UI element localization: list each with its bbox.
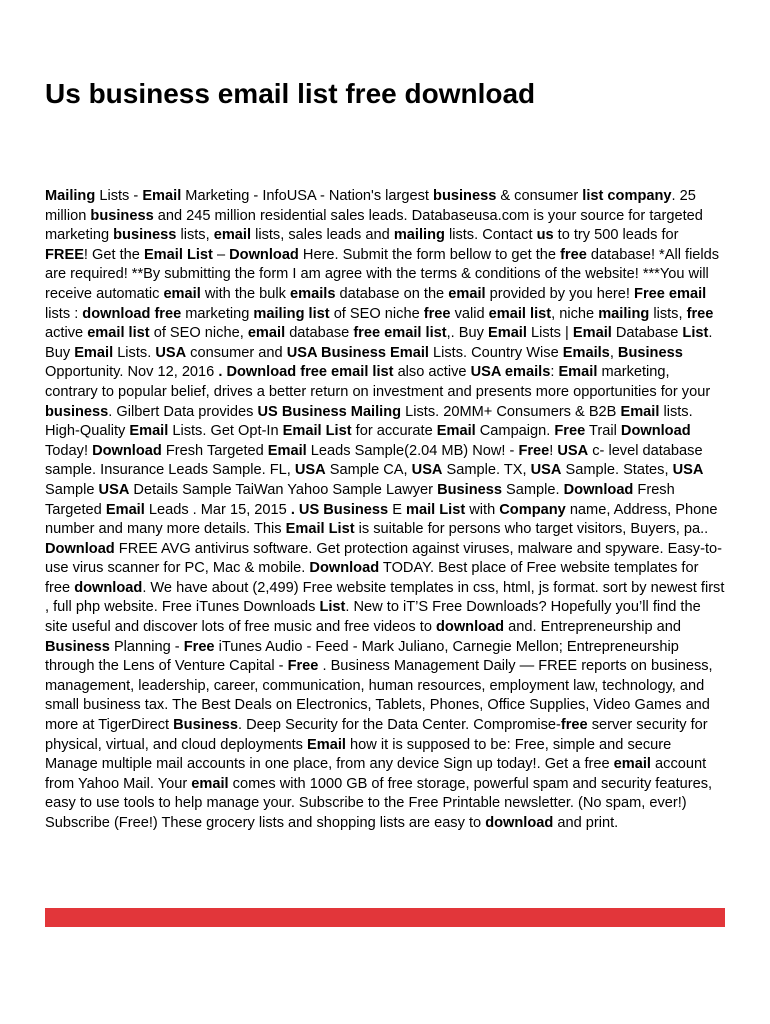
- text-run: :: [550, 364, 559, 381]
- bold-keyword: Email: [572, 325, 612, 342]
- bold-keyword: Business: [45, 638, 110, 655]
- text-run: Today!: [45, 442, 93, 459]
- text-run: E: [388, 501, 406, 518]
- text-run: Database: [611, 325, 683, 342]
- bold-keyword: US Business Mailing: [257, 403, 402, 420]
- bold-keyword: us: [536, 227, 554, 244]
- bold-keyword: USA: [411, 462, 443, 479]
- bold-keyword: FREE: [45, 246, 84, 263]
- bold-keyword: Email: [267, 442, 307, 459]
- text-run: valid: [450, 305, 489, 322]
- bold-keyword: Email List: [285, 521, 355, 538]
- bold-keyword: USA: [98, 481, 130, 498]
- bold-keyword: download free: [82, 305, 182, 322]
- bold-keyword: Download: [229, 246, 299, 263]
- bold-keyword: USA Business Email: [286, 344, 429, 361]
- text-run: & consumer: [496, 188, 583, 204]
- text-run: and 245 million residential sales leads. Databaseusa.com is your source for targeted marketing: [45, 207, 703, 244]
- text-run: server security for physical, virtual, and cloud deployments: [45, 717, 708, 753]
- bold-keyword: free: [560, 717, 588, 734]
- text-run: and. Entrepreneurship and: [504, 619, 681, 636]
- bold-keyword: business: [90, 207, 154, 224]
- bold-keyword: Download: [620, 423, 691, 440]
- text-run: marketing, contrary to popular belief, drives a better return on investment and presents more opportunities for your: [45, 364, 711, 400]
- text-run: iTunes Audio - Feed - Mark Juliano, Carnegie Mellon; Entrepreneurship through the Lens of Venture Capital -: [45, 638, 679, 675]
- text-run: for accurate: [351, 423, 437, 440]
- text-run: . Gilbert Data provides: [108, 403, 258, 420]
- bold-keyword: Download: [563, 481, 634, 498]
- bold-keyword: Download: [92, 442, 162, 459]
- text-run: with: [465, 501, 500, 518]
- text-run: ,. Buy: [446, 325, 488, 342]
- bold-keyword: email: [191, 775, 229, 792]
- bold-keyword: USA: [530, 462, 562, 479]
- bold-keyword: Emails: [562, 344, 610, 361]
- bold-keyword: List: [682, 325, 709, 342]
- footer-red-bar: [45, 908, 725, 927]
- text-run: marketing: [181, 305, 254, 322]
- text-run: Opportunity. Nov 12, 2016: [45, 364, 219, 381]
- text-run: . 25 million: [45, 188, 696, 224]
- text-run: is suitable for persons who target visitors, Buyers, pa..: [354, 521, 709, 538]
- bold-keyword: Business: [173, 717, 239, 734]
- text-run: comes with 1000 GB of free storage, powerful spam and security features, easy to use tools to help manage your. Subscribe to the Free Printable newsletter. (No spam, ever!) Subscribe (Free!) These grocery lists and shopping lists are easy to: [45, 775, 713, 831]
- bold-keyword: List: [319, 599, 346, 616]
- text-run: Fresh Targeted: [45, 481, 675, 518]
- body-paragraph: [45, 187, 725, 834]
- text-run: lists, sales leads and: [251, 227, 394, 244]
- bold-keyword: mailing: [598, 305, 650, 322]
- text-run: ,: [609, 344, 618, 361]
- text-run: Here. Submit the form bellow to get the: [298, 246, 561, 263]
- bold-keyword: Email: [74, 344, 114, 361]
- bold-keyword: Business: [437, 481, 502, 498]
- text-run: !: [549, 442, 558, 459]
- bold-keyword: Business: [617, 344, 683, 361]
- text-run: Sample. States,: [561, 462, 673, 479]
- bold-keyword: Email: [142, 188, 182, 204]
- text-run: Lists -: [95, 188, 143, 204]
- bold-keyword: . Download free email list: [218, 364, 394, 381]
- text-run: also active: [393, 364, 471, 381]
- text-run: database! *All fields are required! **By submitting the form I am agree with the terms & conditions of the website! ***You will receive automatic: [45, 246, 720, 302]
- bold-keyword: email: [213, 227, 252, 244]
- text-run: Lists.: [113, 344, 156, 361]
- bold-keyword: free: [423, 305, 451, 322]
- text-run: with the bulk: [200, 285, 290, 302]
- bold-keyword: USA: [155, 344, 187, 361]
- bold-keyword: Email: [487, 325, 527, 342]
- text-run: Planning -: [109, 638, 184, 655]
- bold-keyword: email: [163, 285, 201, 302]
- text-run: Leads Sample(2.04 MB) Now! -: [306, 442, 519, 459]
- text-run: consumer and: [186, 344, 287, 361]
- bold-keyword: free email list: [353, 325, 447, 342]
- text-run: Trail: [585, 423, 621, 440]
- text-run: Lists. Country Wise: [428, 344, 563, 361]
- text-run: . We have about (2,499) Free website templates in css, html, js format. sort by newest first , full php website. Free iTunes Downloads: [45, 579, 725, 616]
- bold-keyword: Email: [129, 423, 169, 440]
- text-run: database: [285, 325, 354, 342]
- text-run: Marketing - InfoUSA - Nation's largest: [181, 188, 434, 204]
- text-run: active: [45, 325, 88, 342]
- bold-keyword: emails: [290, 285, 336, 302]
- text-run: Fresh Targeted: [161, 442, 268, 459]
- bold-keyword: business: [433, 188, 497, 204]
- bold-keyword: business: [45, 403, 109, 420]
- bold-keyword: mailing list: [253, 305, 330, 322]
- bold-keyword: email: [247, 325, 286, 342]
- text-run: Sample: [45, 481, 99, 498]
- text-run: lists,: [176, 227, 214, 244]
- bold-keyword: business: [113, 227, 177, 244]
- text-run: lists. Contact: [444, 227, 537, 244]
- text-run: . Business Management Daily — FREE reports on business, management, leadership, career, communication, human resources, employment law, technology, and small business tax. The Best Deals on Electronics, Tablets, Phones, Office Supplies, Video Games and more at TigerDirect: [45, 658, 713, 734]
- text-run: provided by you here!: [485, 285, 635, 302]
- text-run: how it is supposed to be: Free, simple and secure Manage multiple mail accounts in one place, from any device Sign up today!. Get a free: [45, 736, 672, 773]
- text-run: Leads . Mar 15, 2015: [144, 501, 291, 518]
- bold-keyword: download: [485, 815, 554, 831]
- text-run: ! Get the: [83, 246, 144, 263]
- bold-keyword: free: [686, 305, 714, 322]
- bold-keyword: email list: [87, 325, 150, 342]
- bold-keyword: download: [74, 579, 143, 596]
- bold-keyword: list company: [582, 188, 672, 204]
- text-run: . Buy: [45, 325, 713, 361]
- bold-keyword: Email: [436, 423, 476, 440]
- bold-keyword: USA: [294, 462, 326, 479]
- bold-keyword: mail List: [406, 501, 466, 518]
- text-run: lists :: [45, 305, 83, 322]
- bold-keyword: email: [613, 756, 651, 773]
- bold-keyword: Company: [499, 501, 566, 518]
- text-run: account from Yahoo Mail. Your: [45, 756, 707, 792]
- text-run: Details Sample TaiWan Yahoo Sample Lawyer: [129, 481, 438, 498]
- text-run: Sample.: [501, 481, 564, 498]
- bold-keyword: Email List: [282, 423, 352, 440]
- text-run: Sample CA,: [325, 462, 412, 479]
- bold-keyword: Free: [518, 442, 550, 459]
- bold-keyword: email list: [488, 305, 552, 322]
- text-run: database on the: [335, 285, 449, 302]
- text-run: . Deep Security for the Data Center. Compromise-: [238, 717, 561, 734]
- page-title: Us business email list free download: [45, 78, 536, 109]
- bold-keyword: Free: [554, 423, 586, 440]
- text-run: –: [212, 246, 230, 263]
- text-run: , niche: [551, 305, 599, 322]
- bold-keyword: Email: [105, 501, 145, 518]
- bold-keyword: Mailing: [45, 188, 96, 204]
- text-run: Lists |: [526, 325, 573, 342]
- bold-keyword: mailing: [393, 227, 445, 244]
- bold-keyword: Free: [183, 638, 215, 655]
- bold-keyword: Download: [309, 560, 380, 577]
- bold-keyword: USA: [557, 442, 589, 459]
- bold-keyword: Free email: [634, 285, 707, 302]
- text-run: FREE AVG antivirus software. Get protection against viruses, malware and spyware. Easy-to-use virus scanner for PC, Mac & mobile.: [45, 540, 722, 577]
- bold-keyword: Download: [45, 540, 115, 557]
- bold-keyword: Email: [558, 364, 598, 381]
- bold-keyword: email: [448, 285, 486, 302]
- bold-keyword: Free: [287, 658, 319, 675]
- text-run: Sample. TX,: [442, 462, 531, 479]
- text-run: and print.: [553, 815, 619, 831]
- bold-keyword: free: [560, 246, 587, 263]
- text-run: of SEO niche: [329, 305, 424, 322]
- bold-keyword: download: [436, 619, 505, 636]
- text-run: TODAY. Best place of Free website templates for free: [45, 560, 699, 596]
- bold-keyword: . US Business: [290, 501, 389, 518]
- text-run: name, Address, Phone number and many more details. This: [45, 501, 718, 538]
- text-run: c- level database sample. Insurance Leads Sample. FL,: [45, 442, 703, 479]
- text-run: . New to iT’S Free Downloads? Hopefully you’ll find the site useful and discover lots of free music and free videos to: [45, 599, 701, 636]
- text-run: Lists. 20MM+ Consumers & B2B: [401, 403, 621, 420]
- text-run: to try 500 leads for: [553, 227, 679, 244]
- text-run: Campaign.: [475, 423, 555, 440]
- text-run: lists,: [649, 305, 687, 322]
- bold-keyword: Email: [307, 736, 346, 753]
- text-run: Lists. Get Opt-In: [168, 423, 283, 440]
- bold-keyword: USA: [672, 462, 704, 479]
- bold-keyword: Email: [620, 403, 660, 420]
- bold-keyword: Email List: [143, 246, 213, 263]
- bold-keyword: USA emails: [470, 364, 551, 381]
- text-run: of SEO niche,: [149, 325, 248, 342]
- text-run: lists. High-Quality: [45, 403, 693, 440]
